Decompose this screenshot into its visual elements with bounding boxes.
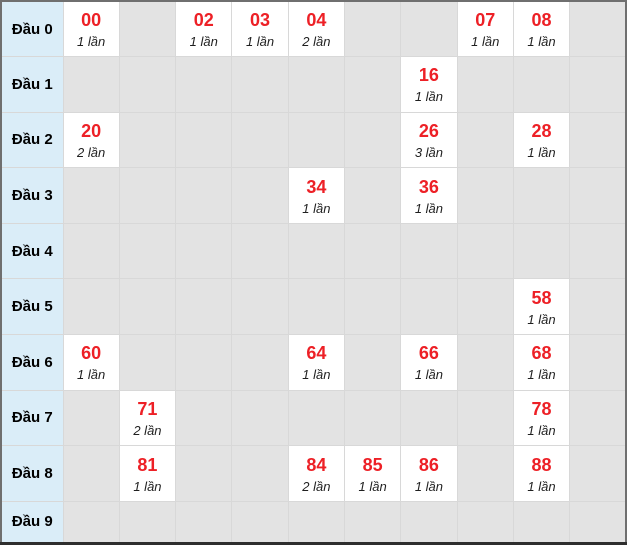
empty-cell	[176, 501, 232, 543]
loto-count: 1 lần	[414, 89, 444, 105]
empty-cell	[119, 112, 175, 168]
number-cell	[63, 335, 119, 391]
loto-number: 36	[418, 176, 439, 197]
empty-cell	[119, 335, 175, 391]
empty-cell	[63, 279, 119, 335]
empty-cell	[344, 279, 400, 335]
empty-cell	[232, 223, 288, 279]
loto-number: 07	[475, 10, 496, 31]
empty-cell	[119, 1, 175, 57]
loto-number: 84	[306, 454, 327, 475]
loto-count: 1 lần	[77, 34, 106, 50]
empty-cell	[232, 390, 288, 446]
empty-cell	[119, 501, 175, 543]
number-cell	[401, 168, 457, 224]
loto-number: 60	[81, 343, 102, 364]
number-cell	[119, 390, 175, 446]
empty-cell	[288, 223, 344, 279]
empty-cell	[119, 57, 175, 113]
empty-cell	[176, 112, 232, 168]
empty-cell	[232, 446, 288, 502]
row-header: Đầu 6	[1, 335, 63, 391]
loto-number: 85	[362, 454, 383, 475]
table-row	[1, 501, 626, 543]
empty-cell	[176, 390, 232, 446]
empty-cell	[232, 335, 288, 391]
loto-count: 3 lần	[414, 144, 444, 160]
empty-cell	[570, 279, 626, 335]
loto-number: 03	[250, 10, 271, 31]
number-cell	[344, 446, 400, 502]
row-header: Đầu 0	[1, 1, 63, 57]
empty-cell	[288, 112, 344, 168]
loto-number: 58	[531, 287, 552, 308]
loto-count: 1 lần	[414, 478, 444, 494]
table-row	[1, 390, 626, 446]
loto-count: 1 lần	[414, 367, 444, 383]
empty-cell	[176, 223, 232, 279]
loto-number: 64	[306, 343, 327, 364]
table-row	[1, 335, 626, 391]
table-row	[1, 1, 626, 57]
loto-number: 02	[193, 10, 214, 31]
number-cell	[513, 446, 569, 502]
empty-cell	[457, 112, 513, 168]
empty-cell	[232, 168, 288, 224]
number-cell	[232, 1, 288, 57]
row-header: Đầu 4	[1, 223, 63, 279]
row-header: Đầu 7	[1, 390, 63, 446]
loto-number: 26	[418, 120, 439, 141]
row-header: Đầu 9	[1, 501, 63, 543]
empty-cell	[570, 57, 626, 113]
empty-cell	[344, 335, 400, 391]
number-cell	[288, 1, 344, 57]
empty-cell	[176, 279, 232, 335]
empty-cell	[63, 390, 119, 446]
loto-count: 1 lần	[302, 200, 331, 216]
empty-cell	[63, 57, 119, 113]
empty-cell	[232, 501, 288, 543]
empty-cell	[401, 1, 457, 57]
loto-count: 2 lần	[133, 422, 162, 438]
empty-cell	[232, 279, 288, 335]
empty-cell	[457, 446, 513, 502]
empty-cell	[288, 501, 344, 543]
table-row	[1, 57, 626, 113]
empty-cell	[176, 446, 232, 502]
loto-count: 1 lần	[302, 367, 331, 383]
empty-cell	[570, 168, 626, 224]
number-cell	[401, 112, 457, 168]
empty-cell	[570, 335, 626, 391]
row-header: Đầu 8	[1, 446, 63, 502]
row-header: Đầu 1	[1, 57, 63, 113]
loto-number: 04	[306, 10, 327, 31]
number-cell	[513, 1, 569, 57]
table-row	[1, 168, 626, 224]
empty-cell	[401, 501, 457, 543]
number-cell	[513, 335, 569, 391]
empty-cell	[119, 168, 175, 224]
loto-count: 1 lần	[414, 200, 444, 216]
empty-cell	[176, 168, 232, 224]
empty-cell	[288, 390, 344, 446]
loto-number: 71	[137, 398, 158, 419]
loto-number: 66	[418, 343, 439, 364]
empty-cell	[119, 223, 175, 279]
number-cell	[288, 446, 344, 502]
table-row	[1, 112, 626, 168]
loto-number: 78	[531, 398, 552, 419]
empty-cell	[401, 223, 457, 279]
table-row	[1, 223, 626, 279]
loto-number: 34	[306, 176, 327, 197]
loto-count: 1 lần	[245, 34, 275, 50]
empty-cell	[232, 57, 288, 113]
loto-count: 1 lần	[133, 478, 162, 494]
empty-cell	[344, 112, 400, 168]
loto-number: 68	[531, 343, 552, 364]
empty-cell	[119, 279, 175, 335]
loto-number: 16	[418, 65, 439, 86]
number-cell	[63, 112, 119, 168]
empty-cell	[570, 501, 626, 543]
empty-cell	[570, 112, 626, 168]
empty-cell	[457, 57, 513, 113]
empty-cell	[176, 335, 232, 391]
empty-cell	[570, 446, 626, 502]
empty-cell	[570, 390, 626, 446]
loto-count: 2 lần	[302, 34, 331, 50]
number-cell	[288, 168, 344, 224]
loto-count: 1 lần	[77, 367, 106, 383]
empty-cell	[457, 279, 513, 335]
empty-cell	[513, 223, 569, 279]
loto-number: 08	[531, 10, 552, 31]
empty-cell	[457, 223, 513, 279]
empty-cell	[288, 279, 344, 335]
number-cell	[401, 446, 457, 502]
loto-number: 88	[531, 454, 552, 475]
empty-cell	[176, 57, 232, 113]
empty-cell	[344, 168, 400, 224]
empty-cell	[344, 223, 400, 279]
number-cell	[288, 335, 344, 391]
loto-count: 2 lần	[77, 144, 106, 160]
loto-number: 00	[81, 10, 102, 31]
loto-number: 86	[418, 454, 439, 475]
empty-cell	[288, 57, 344, 113]
loto-count: 1 lần	[358, 478, 387, 494]
empty-cell	[63, 223, 119, 279]
loto-count: 1 lần	[527, 478, 556, 494]
number-cell	[513, 390, 569, 446]
number-cell	[401, 335, 457, 391]
empty-cell	[401, 390, 457, 446]
number-cell	[457, 1, 513, 57]
loto-count: 1 lần	[527, 311, 556, 327]
empty-cell	[570, 1, 626, 57]
row-header: Đầu 3	[1, 168, 63, 224]
empty-cell	[457, 390, 513, 446]
loto-count: 1 lần	[527, 144, 556, 160]
loto-count: 1 lần	[189, 34, 218, 50]
number-cell	[176, 1, 232, 57]
empty-cell	[401, 279, 457, 335]
empty-cell	[513, 168, 569, 224]
empty-cell	[513, 57, 569, 113]
empty-cell	[457, 501, 513, 543]
empty-cell	[63, 446, 119, 502]
loto-count: 1 lần	[527, 34, 556, 50]
loto-count: 1 lần	[527, 367, 556, 383]
loto-count: 1 lần	[527, 422, 556, 438]
loto-number: 20	[81, 120, 102, 141]
empty-cell	[232, 112, 288, 168]
number-cell	[513, 279, 569, 335]
empty-cell	[344, 501, 400, 543]
empty-cell	[570, 223, 626, 279]
empty-cell	[457, 335, 513, 391]
loto-count: 2 lần	[302, 478, 331, 494]
number-cell	[119, 446, 175, 502]
empty-cell	[63, 501, 119, 543]
empty-cell	[63, 168, 119, 224]
empty-cell	[513, 501, 569, 543]
table-row	[1, 446, 626, 502]
table-row	[1, 279, 626, 335]
empty-cell	[457, 168, 513, 224]
frequency-table-body	[1, 1, 626, 544]
row-header: Đầu 5	[1, 279, 63, 335]
empty-cell	[344, 390, 400, 446]
loto-number: 28	[531, 120, 552, 141]
number-cell	[63, 1, 119, 57]
number-cell	[513, 112, 569, 168]
loto-count: 1 lần	[471, 34, 500, 50]
empty-cell	[344, 1, 400, 57]
loto-number: 81	[137, 454, 158, 475]
empty-cell	[344, 57, 400, 113]
number-cell	[401, 57, 457, 113]
row-header: Đầu 2	[1, 112, 63, 168]
